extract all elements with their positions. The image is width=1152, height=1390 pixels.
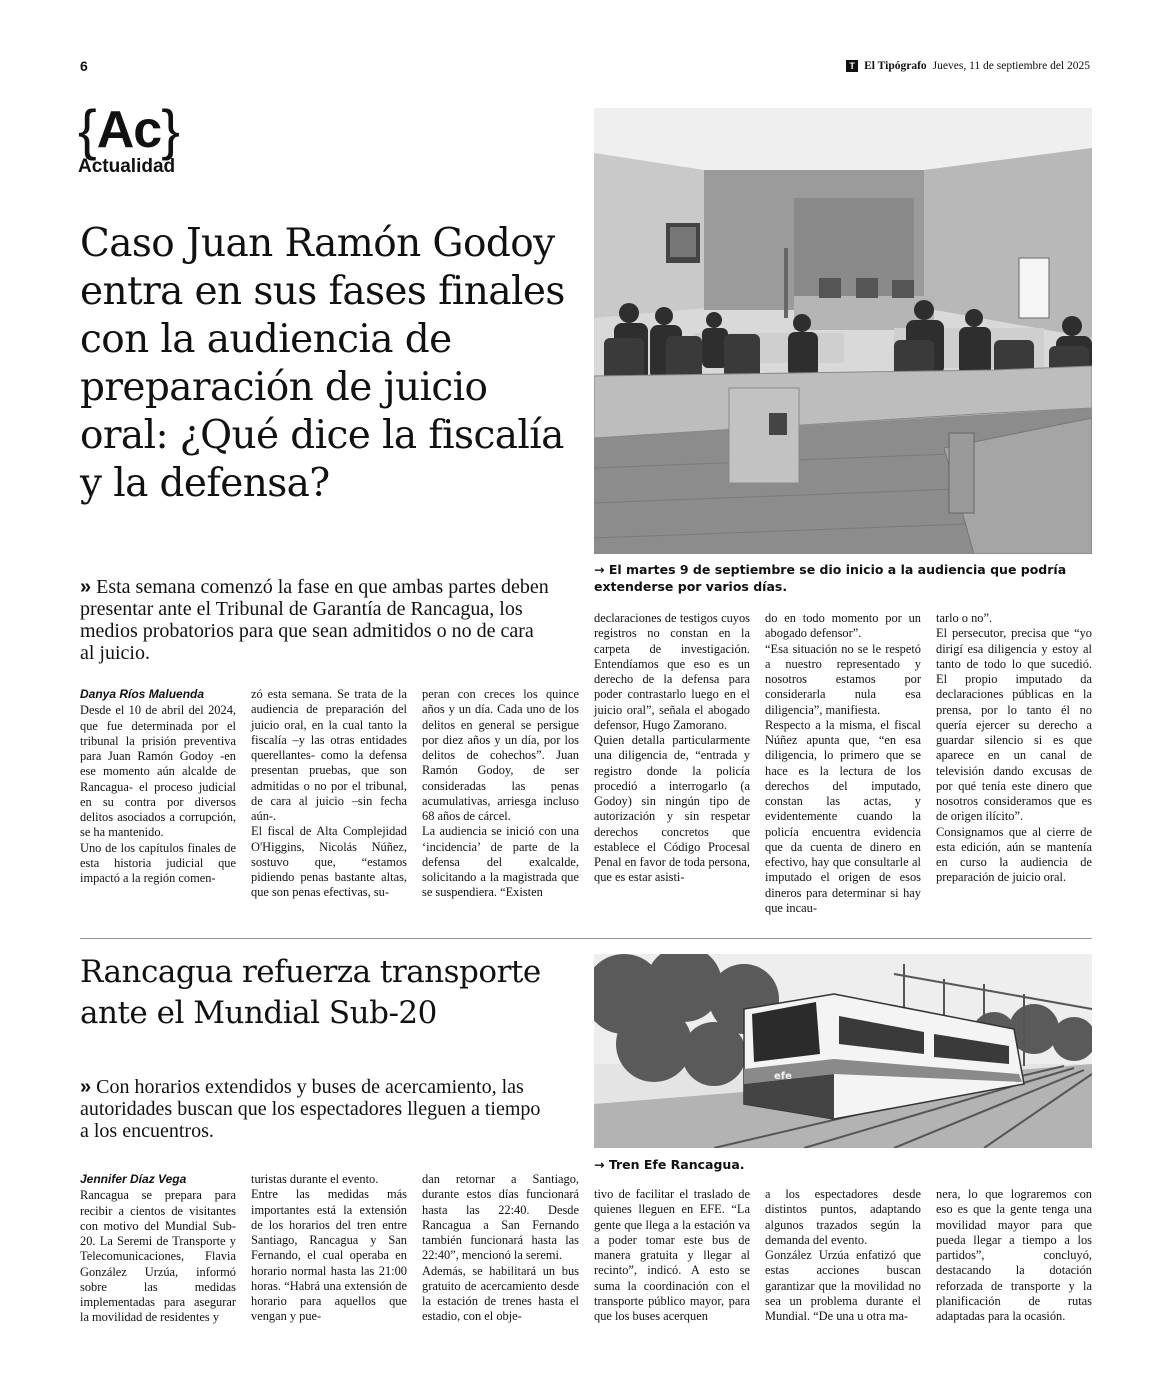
article-divider xyxy=(80,938,1092,939)
issue-date: Jueves, 11 de septiembre del 2025 xyxy=(932,60,1090,72)
page-number: 6 xyxy=(80,58,88,74)
section-brace-open: { xyxy=(78,98,97,161)
article2-paragraph: Rancagua se prepara para recibir a cientos de visitantes con motivo del Mundial Sub-20. La Seremi de Transporte y Telecomunicaciones, Flavia González Urzúa, informó sobre las medidas implementadas para asegurar la movilidad de residentes y xyxy=(80,1188,236,1325)
article1-courtroom-photo xyxy=(594,108,1092,554)
article2-headline: Rancagua refuerza transporte ante el Mundial Sub-20 xyxy=(80,954,541,1031)
article1-paragraph: peran con creces los quince años y un día. Cada uno de los delitos en general se persigue por diez años y un día, por los delitos de cohechos”. Juan Ramón Godoy, de ser consideradas las penas acumulativas, arriesga incluso 68 años de cárcel. xyxy=(422,687,579,823)
article2-column-2 xyxy=(251,1172,407,1325)
article1-paragraph: “Esa situación no se le respetó a nuestro representado y nosotros estamos por considerarla nula esa diligencia”, manifiesta. xyxy=(765,641,921,717)
article2-column-3 xyxy=(422,1172,579,1325)
article2-column-5 xyxy=(765,1187,921,1324)
article1-paragraph: La audiencia se inició con una ‘incidencia’ de parte de la defensa del exalcalde, solicitando a la magistrada que se suspendiera. “Existen xyxy=(422,824,579,900)
article1-paragraph: Uno de los capítulos finales de esta historia judicial que impactó a la región comen- xyxy=(80,840,236,885)
masthead xyxy=(846,60,1090,72)
article2-byline: Jennifer Díaz Vega xyxy=(80,1172,187,1186)
article2-column-4 xyxy=(594,1187,750,1324)
lede-marker-icon: » xyxy=(80,576,92,598)
article1-paragraph: Desde el 10 de abril del 2024, que fue determinada por el tribunal la prisión preventiva para Juan Ramón Godoy -en ese momento aún alcalde de Rancagua- el proceso judicial en su contra por diversos delitos asociados a corrupción, se ha mantenido. xyxy=(80,703,236,840)
article1-paragraph: Respecto a la misma, el fiscal Núñez apunta que, “en esa diligencia, lo primero que se hace es la lectura de los derechos del imputado, constan las actas, y evidentemente cuando la policía encuentra evidencia que da cuenta de dinero en efectivo, hay que consultarle al imputado el origen de esos dineros para determinar si hay que incau- xyxy=(765,717,921,915)
lede-marker-icon: » xyxy=(80,1076,92,1098)
article1-column-3 xyxy=(422,687,579,901)
article1-byline: Danya Ríos Maluenda xyxy=(80,687,205,701)
section-tag xyxy=(78,98,180,178)
train-logo: efe xyxy=(774,1071,792,1082)
article1-column-2 xyxy=(251,687,407,901)
article1-paragraph: El fiscal de Alta Complejidad O'Higgins, Nicolás Núñez, sostuvo que, “estamos pidiendo penas bastante altas, que son penas efectivas, su- xyxy=(251,824,407,900)
article1-photo-caption: → El martes 9 de septiembre se dio inicio a la audiencia que podría extenderse por varios días. xyxy=(594,562,1067,594)
publication-name: El Tipógrafo xyxy=(864,60,927,72)
article1-column-1 xyxy=(80,687,236,886)
section-brace-close: } xyxy=(161,98,180,161)
article1-paragraph: do en todo momento por un abogado defensor”. xyxy=(765,611,921,641)
article2-paragraph: turistas durante el evento. xyxy=(251,1172,379,1186)
article1-lede-text: Esta semana comenzó la fase en que ambas partes deben presentar ante el Tribunal de Garantía de Rancagua, los medios probatorios para que sean admitidos o no de cara al juicio. xyxy=(80,576,549,664)
article1-column-6 xyxy=(936,611,1092,886)
article2-photo-caption: → Tren Efe Rancagua. xyxy=(594,1157,745,1172)
section-code: Ac xyxy=(96,101,162,159)
publication-logo-icon: T xyxy=(846,60,858,72)
article2-paragraph: tivo de facilitar el traslado de quienes lleguen en EFE. “La gente que llega a la estación va a poder tomar este bus de manera gratuita y llegar al recinto”, indicó. A esto se suma la coordinación con el transporte público mayor, para que los buses acerquen xyxy=(594,1187,750,1323)
article1-column-5 xyxy=(765,611,921,916)
article1-paragraph: Consignamos que al cierre de esta edición, aún se mantenía en curso la audiencia de preparación de juicio oral. xyxy=(936,824,1092,885)
article1-paragraph: zó esta semana. Se trata de la audiencia de preparación del juicio oral, en la cual tanto la fiscalía –y las otras entidades querellantes- como la defensa presentan pruebas, que son admitidas o no por el tribunal, de cara al juicio –sin fecha aún-. xyxy=(251,687,407,823)
article2-column-1 xyxy=(80,1172,236,1326)
article1-column-4 xyxy=(594,611,750,886)
article1-paragraph: tarlo o no”. xyxy=(936,611,993,625)
article2-lede xyxy=(80,1076,550,1142)
article1-headline: Caso Juan Ramón Godoy entra en sus fases finales con la audiencia de preparación de juicio oral: ¿Qué dice la fiscalía y la defensa? xyxy=(80,221,565,506)
article2-paragraph: Además, se habilitará un bus gratuito de acercamiento desde la estación de trenes hasta el estadio, con el obje- xyxy=(422,1263,579,1324)
article2-paragraph: Entre las medidas más importantes está la extensión de los horarios del tren entre Santiago, Rancagua y San Fernando, el cual operaba en horario normal hasta las 21:00 horas. “Habrá una extensión de horario para aquellos que vengan y pue- xyxy=(251,1187,407,1324)
article2-paragraph: nera, lo que lograremos con eso es que la gente tenga una movilidad mayor para que pueda llegar a tiempo a los partidos”, concluyó, destacando la dotación reforzada de transporte y la planificación de rutas adaptadas para la ocasión. xyxy=(936,1187,1092,1323)
section-label: Actualidad xyxy=(78,156,176,177)
article2-paragraph: dan retornar a Santiago, durante estos días funcionará hasta las 22:40. Desde Rancagua a San Fernando también funcionará hasta las 22:40”, mencionó la seremi. xyxy=(422,1172,579,1263)
article2-lede-text: Con horarios extendidos y buses de acercamiento, las autoridades buscan que los espectadores lleguen a tiempo a los encuentros. xyxy=(80,1076,541,1142)
article1-paragraph: El persecutor, precisa que “yo dirigí esa diligencia y estoy al tanto de todo lo que sucedió. El propio imputado da declaraciones públicas en la prensa, por lo tanto él no quería ejercer su derecho a guardar silencio si es que aparece en un canal de televisión dando excusas de por qué tenía este dinero que nosotros consideramos que es de origen ilícito”. xyxy=(936,626,1092,824)
article1-paragraph: Quien detalla particularmente una diligencia de, “entrada y registro donde la policía procedió a interrogarlo (a Godoy) sin ningún tipo de autorización y sin respetar derechos concretos que establece el Código Procesal Penal en favor de toda persona, que es estar asisti- xyxy=(594,733,750,885)
article2-paragraph: González Urzúa enfatizó que estas acciones buscan garantizar que la movilidad no sea un problema durante el Mundial. “De una u otra ma- xyxy=(765,1248,921,1323)
article1-lede xyxy=(80,576,550,664)
article2-train-photo xyxy=(594,954,1092,1148)
article2-paragraph: a los espectadores desde distintos puntos, adaptando algunos trazados según la demanda del evento. xyxy=(765,1187,921,1247)
article2-column-6 xyxy=(936,1187,1092,1324)
article1-paragraph: declaraciones de testigos cuyos registros no constan en la carpeta de investigación. Entendíamos que eso es un derecho de la defensa para poder contrastarlo luego en el juicio oral”, señala el abogado defensor, Hugo Zamorano. xyxy=(594,611,750,732)
